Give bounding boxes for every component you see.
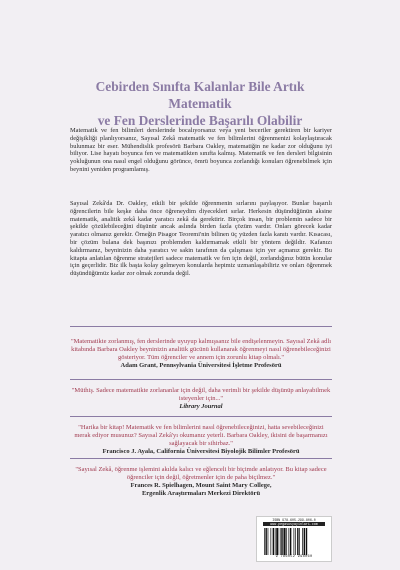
publisher-url: www.pegasusyayinlari.com <box>263 522 325 526</box>
barcode-bar <box>281 528 282 555</box>
quote-source: Adam Grant, Pennsylvania Üniversitesi İşletme Profesörü <box>120 362 282 369</box>
barcode-bar <box>295 528 296 555</box>
barcode-bar <box>299 528 300 555</box>
isbn-text: ISBN 978-605-299-806-0 <box>272 518 316 522</box>
cover-headline <box>68 78 332 129</box>
divider-rule <box>70 379 332 380</box>
blurb-quote <box>70 338 332 370</box>
quote-source-line-1: Frances R. Spielhagen, Mount Saint Mary College, <box>130 482 272 489</box>
blurb-quote <box>70 387 332 411</box>
quote-source: Library Journal <box>179 403 223 410</box>
barcode-bars <box>263 528 325 555</box>
barcode-bar <box>304 528 305 555</box>
barcode-bar <box>288 528 289 555</box>
quote-text: "Müthiş. Sadece matematikte zorlananlar için değil, daha verimli bir şekilde düşünüp anlayabilmek isteyenler için..." <box>71 387 331 402</box>
barcode-bar <box>273 528 274 555</box>
barcode-bar <box>302 528 303 555</box>
barcode-bar <box>275 528 276 555</box>
barcode-bar <box>283 528 285 555</box>
barcode-bar <box>265 528 266 555</box>
quote-text: "Harika bir kitap! Matematik ve fen bilimlerini nasıl öğrenebileceğinizi, hatta sevebileceğinizi merak ediyor musunuz? Sayısal Zekâ'yı okumanız yeterli. Barbara Oakley, ikisini de başarmanızı sağlayacak bir sihirbaz." <box>74 424 328 447</box>
quote-text: "Sayısal Zekâ, öğrenme işlemini akılda kalıcı ve eğlenceli bir biçimde anlatıyor. Bu kitap sadece öğrenciler için değil, öğretmenler için de paha biçilmez." <box>75 466 327 481</box>
barcode-bar <box>280 528 281 555</box>
barcode-bar <box>306 528 307 555</box>
barcode-bar <box>297 528 298 555</box>
quote-source-line-2: Ergenlik Araştırmaları Merkezi Direktörü <box>141 490 261 497</box>
divider-rule <box>70 416 332 417</box>
headline-line-1: Cebirden Sınıfta Kalanlar Bile Artık Matematik <box>95 79 305 111</box>
blurb-quote <box>70 424 332 456</box>
quote-source: Francisco J. Ayala, California Üniversitesi Biyolojik Bilimler Profesörü <box>102 448 300 455</box>
body-paragraph: Sayısal Zekâ'da Dr. Oakley, etkili bir şekilde öğrenmenin sırlarını paylaşıyor. Bunlar başarılı öğrencilerin bile keşke daha önce öğreneydim diyecekleri sırlar. Herkesin düşündüğünün aksine matematik, analitik zekâ kadar yaratıcı zekâ da gerektirir. Birçok insan, bir problemin sadece bir şekilde çözülebileceğini düşünür ancak aslında birden fazla çözüm vardır. Onları görecek kadar yaratıcı olmanız gerekir. Örneğin Pisagor Teoremi'nin bilinen üç yüzden fazla kanıtı vardır. Kısacası, bir çözüm bulana dek başınızı problemden kaldırmamak etkili bir yöntem değildir. Kafanızı kaldırmanız, beyninizin daha yaratıcı ve sakin tarafının da çalışması için yer açmanız gerekir. Bu kitapta anlatılan öğrenme stratejileri sadece matematik ve fen için değil, zorlandığınız bütün konular için geçerlidir. Biz ilk başta kolay gelmeyen konularda hepimiz uzmanlaşabiliriz ve onları öğrenmek düşündüğümüz kadar zor olmak zorunda değil. <box>70 200 332 278</box>
barcode-bar <box>276 528 278 555</box>
blurb-quote <box>70 466 332 498</box>
divider-rule <box>70 326 332 327</box>
barcode-bar <box>264 528 265 555</box>
barcode-bar <box>270 528 271 555</box>
divider-rule <box>70 458 332 459</box>
quote-text: "Matematikte zorlanmış, fen derslerinde uyuyup kalmışsanız bile endişelenmeyin. Sayısal Zekâ adlı kitabında Barbara Oakley beyninizin analitik gücünü kullanarak öğrenmeyi nasıl öğrenebileceğinizi gösteriyor. Tüm öğrenciler ve annem için zorunlu kitap olmalı." <box>70 338 332 361</box>
intro-paragraph: Matematik ve fen bilimleri derslerinde bocalıyorsanız veya yeni beceriler gerektiren bir kariyer değişikliği planlıyorsanız, Sayısal Zekâ matematik ve fen bilimlerini öğrenmenizi kolaylaştıracak bulunmaz bir eser. Mühendislik profesörü Barbara Oakley, matematiğin ne kadar zor olduğunu iyi biliyor. Lise hayatı boyunca fen ve matematikten sınıfta kalmış. Matematik ve fen dersleri bilgisinin yokluğunun ona nasıl engel olduğunu görünce, ömrü boyunca zorlandığı konuları öğrenebilmek için beynini yeniden programlamış. <box>70 127 332 173</box>
barcode-bar <box>286 528 287 555</box>
headline-line-2: ve Fen Derslerinde Başarılı Olabilir <box>97 113 303 128</box>
barcode-label <box>256 516 332 562</box>
barcode-bar <box>268 528 269 555</box>
barcode-bar <box>294 528 295 555</box>
barcode-number: 9 786052 998060 <box>275 555 313 559</box>
barcode-bar <box>290 528 291 555</box>
